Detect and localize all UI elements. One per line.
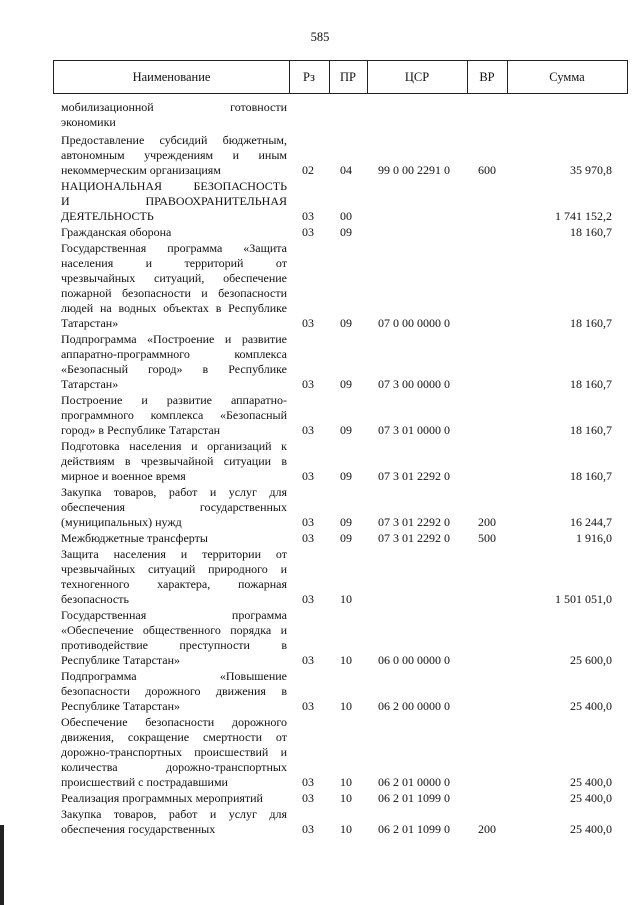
row-name-line: Обеспечение безопасности дорожного	[61, 715, 287, 729]
row-name-line: автономным учреждениям и иным	[61, 148, 287, 162]
row-name-line: экономики	[61, 115, 116, 129]
row-sum: 25 400,0	[570, 699, 612, 713]
row-name-line: чрезвычайных ситуаций, обеспечение	[61, 271, 287, 285]
row-rz: 03	[302, 469, 314, 483]
row-name-line: обеспечения государственных	[61, 500, 287, 514]
row-rz: 03	[302, 592, 314, 606]
row-name-line: населения и территорий от	[61, 256, 287, 270]
row-rz: 03	[302, 822, 314, 836]
row-name-line: программного комплекса «Безопасный	[61, 408, 287, 422]
row-name-line: Закупка товаров, работ и услуг для	[61, 485, 287, 499]
row-pr: 10	[340, 699, 352, 713]
row-name-line: пожарной безопасности и безопасности	[61, 286, 287, 300]
row-csr: 07 3 01 0000 0	[378, 423, 450, 437]
row-pr: 09	[340, 316, 352, 330]
table-header	[53, 60, 628, 94]
header-sum: Сумма	[549, 70, 585, 84]
row-rz: 02	[302, 163, 314, 177]
header-pr: ПР	[340, 70, 356, 84]
row-sum: 18 160,7	[570, 469, 612, 483]
row-name-line: Закупка товаров, работ и услуг для	[61, 807, 287, 821]
row-rz: 03	[302, 225, 314, 239]
row-rz: 03	[302, 791, 314, 805]
table-row	[0, 393, 640, 438]
row-name	[61, 100, 287, 130]
row-pr: 09	[340, 531, 352, 545]
row-name-line: техногенного характера, пожарная	[61, 577, 287, 591]
row-name-line: Подпрограмма «Повышение	[61, 669, 287, 683]
row-name-line: Подготовка населения и организаций к	[61, 439, 287, 453]
row-name-line: Построение и развитие аппаратно-	[61, 393, 287, 407]
row-pr: 10	[340, 653, 352, 667]
row-name-line: аппаратно-программного комплекса	[61, 347, 287, 361]
row-sum: 1 741 152,2	[555, 209, 612, 223]
row-name-line: противодействие преступности в	[61, 638, 287, 652]
row-vr: 600	[478, 163, 496, 177]
row-csr: 06 0 00 0000 0	[378, 653, 450, 667]
table-row	[0, 179, 640, 224]
row-name-line: Государственная программа «Защита	[61, 241, 287, 255]
row-pr: 09	[340, 377, 352, 391]
header-vr: ВР	[479, 70, 495, 84]
row-vr: 500	[478, 531, 496, 545]
binding-mark	[0, 825, 4, 905]
row-csr: 06 2 01 1099 0	[378, 822, 450, 836]
table-row	[0, 225, 640, 240]
row-rz: 03	[302, 209, 314, 223]
row-pr: 09	[340, 515, 352, 529]
table-row	[0, 241, 640, 331]
table-row	[0, 485, 640, 530]
row-name	[61, 807, 287, 837]
row-sum: 18 160,7	[570, 377, 612, 391]
row-name-line: НАЦИОНАЛЬНАЯ БЕЗОПАСНОСТЬ	[61, 179, 287, 193]
row-name-line: Реализация программных мероприятий	[61, 791, 263, 805]
row-name-line: Подпрограмма «Построение и развитие	[61, 332, 287, 346]
table-row	[0, 332, 640, 392]
row-pr: 09	[340, 225, 352, 239]
row-name-line: движения, сокращение смертности от	[61, 730, 287, 744]
row-rz: 03	[302, 653, 314, 667]
row-name-line: безопасность	[61, 592, 129, 606]
row-name	[61, 241, 287, 331]
row-name	[61, 332, 287, 392]
row-name-line: действиям в чрезвычайной ситуации в	[61, 454, 287, 468]
row-name-line: чрезвычайных ситуаций природного и	[61, 562, 287, 576]
row-name	[61, 608, 287, 668]
row-pr: 00	[340, 209, 352, 223]
row-rz: 03	[302, 316, 314, 330]
row-pr: 09	[340, 469, 352, 483]
row-name-line: Республике Татарстан»	[61, 699, 181, 713]
row-sum: 25 600,0	[570, 653, 612, 667]
row-name-line: Предоставление субсидий бюджетным,	[61, 133, 287, 147]
row-name	[61, 547, 287, 607]
row-sum: 1 916,0	[576, 531, 612, 545]
header-csr: ЦСР	[404, 70, 430, 84]
row-name	[61, 715, 287, 790]
row-name-line: Татарстан»	[61, 377, 119, 391]
row-csr: 06 2 01 1099 0	[378, 791, 450, 805]
row-name-line: И ПРАВООХРАНИТЕЛЬНАЯ	[61, 194, 287, 208]
row-sum: 25 400,0	[570, 791, 612, 805]
table-row	[0, 715, 640, 790]
row-sum: 35 970,8	[570, 163, 612, 177]
row-pr: 10	[340, 822, 352, 836]
row-name-line: дорожно-транспортных происшествий и	[61, 745, 287, 759]
row-name-line: безопасности дорожного движения в	[61, 684, 287, 698]
row-name-line: происшествий с пострадавшими	[61, 775, 228, 789]
row-name-line: Межбюджетные трансферты	[61, 531, 208, 545]
row-csr: 07 3 01 2292 0	[378, 515, 450, 529]
row-pr: 10	[340, 592, 352, 606]
row-name-line: Татарстан»	[61, 316, 119, 330]
header-rz: Рз	[303, 70, 315, 84]
row-sum: 1 501 051,0	[555, 592, 612, 606]
table-row	[0, 100, 640, 130]
row-rz: 03	[302, 775, 314, 789]
row-name-line: некоммерческим организациям	[61, 163, 221, 177]
row-name	[61, 393, 287, 438]
row-name	[61, 179, 287, 224]
table-row	[0, 791, 640, 806]
table-row	[0, 133, 640, 178]
row-sum: 16 244,7	[570, 515, 612, 529]
row-name	[61, 791, 287, 806]
row-name	[61, 669, 287, 714]
row-vr: 200	[478, 822, 496, 836]
row-name	[61, 439, 287, 484]
row-csr: 06 2 01 0000 0	[378, 775, 450, 789]
row-csr: 07 3 00 0000 0	[378, 377, 450, 391]
row-csr: 99 0 00 2291 0	[378, 163, 450, 177]
row-name	[61, 133, 287, 178]
row-vr: 200	[478, 515, 496, 529]
row-name-line: людей на водных объектах в Республике	[61, 301, 287, 315]
row-name-line: обеспечения государственных	[61, 822, 216, 836]
row-sum: 25 400,0	[570, 822, 612, 836]
row-name-line: Защита населения и территории от	[61, 547, 287, 561]
table-row	[0, 547, 640, 607]
row-name-line: Государственная программа	[61, 608, 287, 622]
row-sum: 25 400,0	[570, 775, 612, 789]
table-row	[0, 439, 640, 484]
row-name-line: «Безопасный город» в Республике	[61, 362, 287, 376]
table-row	[0, 807, 640, 837]
page-number: 585	[310, 30, 330, 44]
row-name-line: Республике Татарстан»	[61, 653, 181, 667]
row-csr: 07 3 01 2292 0	[378, 531, 450, 545]
row-sum: 18 160,7	[570, 225, 612, 239]
row-pr: 09	[340, 423, 352, 437]
row-rz: 03	[302, 699, 314, 713]
row-name-line: количества дорожно-транспортных	[61, 760, 287, 774]
row-pr: 10	[340, 775, 352, 789]
row-name-line: ДЕЯТЕЛЬНОСТЬ	[61, 209, 154, 223]
row-name	[61, 531, 287, 546]
table-row	[0, 531, 640, 546]
row-name-line: (муниципальных) нужд	[61, 515, 182, 529]
row-pr: 04	[340, 163, 352, 177]
row-name-line: Гражданская оборона	[61, 225, 172, 239]
row-pr: 10	[340, 791, 352, 805]
row-csr: 07 3 01 2292 0	[378, 469, 450, 483]
row-rz: 03	[302, 515, 314, 529]
row-sum: 18 160,7	[570, 423, 612, 437]
row-rz: 03	[302, 531, 314, 545]
table-row	[0, 608, 640, 668]
table-row	[0, 669, 640, 714]
header-name: Наименование	[132, 70, 211, 84]
row-csr: 07 0 00 0000 0	[378, 316, 450, 330]
row-name	[61, 225, 287, 240]
row-rz: 03	[302, 377, 314, 391]
row-name-line: мирное и военное время	[61, 469, 186, 483]
row-name	[61, 485, 287, 530]
row-name-line: мобилизационной готовности	[61, 100, 287, 114]
row-name-line: «Обеспечение общественного порядка и	[61, 623, 287, 637]
row-rz: 03	[302, 423, 314, 437]
row-name-line: город» в Республике Татарстан	[61, 423, 221, 437]
row-sum: 18 160,7	[570, 316, 612, 330]
row-csr: 06 2 00 0000 0	[378, 699, 450, 713]
